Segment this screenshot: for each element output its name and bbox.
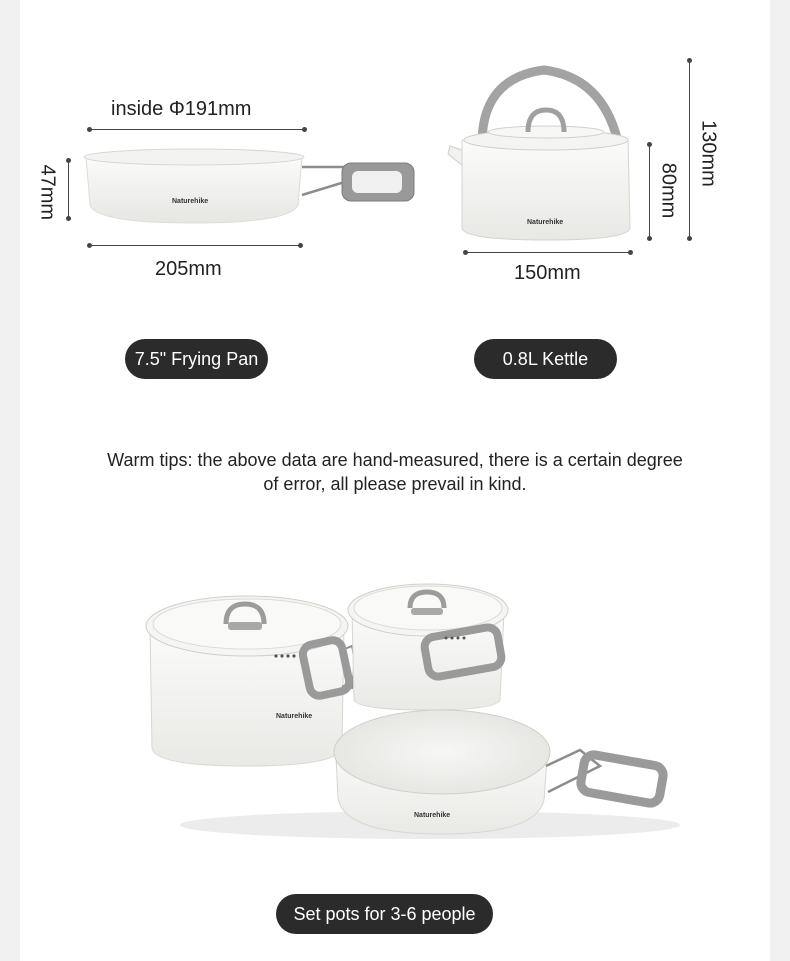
kettle-total-height-label: 130mm	[697, 120, 720, 187]
set-frying-pan	[334, 710, 665, 834]
dimension-dot	[298, 243, 303, 248]
pan-height-dimension-line	[68, 160, 69, 218]
frying-pan-label-pill: 7.5" Frying Pan	[125, 339, 268, 379]
dimension-dot	[628, 250, 633, 255]
dimension-dot	[687, 58, 692, 63]
dimension-dot	[87, 127, 92, 132]
warm-tips-text	[0, 448, 790, 496]
kettle-width-dimension-line	[465, 252, 631, 253]
pan-inside-diameter-label: inside Φ191mm	[111, 98, 252, 120]
small-pot	[348, 584, 508, 710]
dimension-dot	[66, 158, 71, 163]
kettle-logo-text: Naturehike	[527, 219, 564, 226]
kettle-label-pill: 0.8L Kettle	[474, 339, 617, 379]
kettle-body-height-label: 80mm	[657, 162, 680, 219]
large-pot	[146, 596, 354, 766]
set-pots-label-pill: Set pots for 3-6 people	[276, 894, 493, 934]
pan-width-label: 205mm	[155, 258, 222, 280]
pan-logo-text: Naturehike	[172, 198, 209, 205]
kettle-width-label: 150mm	[514, 262, 581, 284]
dimension-dot	[87, 243, 92, 248]
dimension-dot	[687, 236, 692, 241]
warm-tips-line-1: Warm tips: the above data are hand-measured, there is a certain degree	[107, 450, 683, 470]
dimension-dot	[66, 216, 71, 221]
kettle-total-height-line	[689, 60, 690, 238]
dimension-dot	[647, 236, 652, 241]
kettle-body-height-line	[649, 144, 650, 238]
frying-pan-image	[80, 145, 420, 235]
warm-tips-line-2: of error, all please prevail in kind.	[263, 474, 527, 494]
pan-width-dimension-line	[89, 245, 301, 246]
dimension-dot	[647, 142, 652, 147]
large-pot-logo-text: Naturehike	[276, 713, 313, 720]
pan-inside-dimension-line	[89, 129, 305, 130]
set-pan-logo-text: Naturehike	[414, 812, 451, 819]
cookware-set-image	[130, 570, 690, 850]
pan-height-label: 47mm	[36, 164, 59, 221]
dimension-dot	[463, 250, 468, 255]
dimension-dot	[302, 127, 307, 132]
